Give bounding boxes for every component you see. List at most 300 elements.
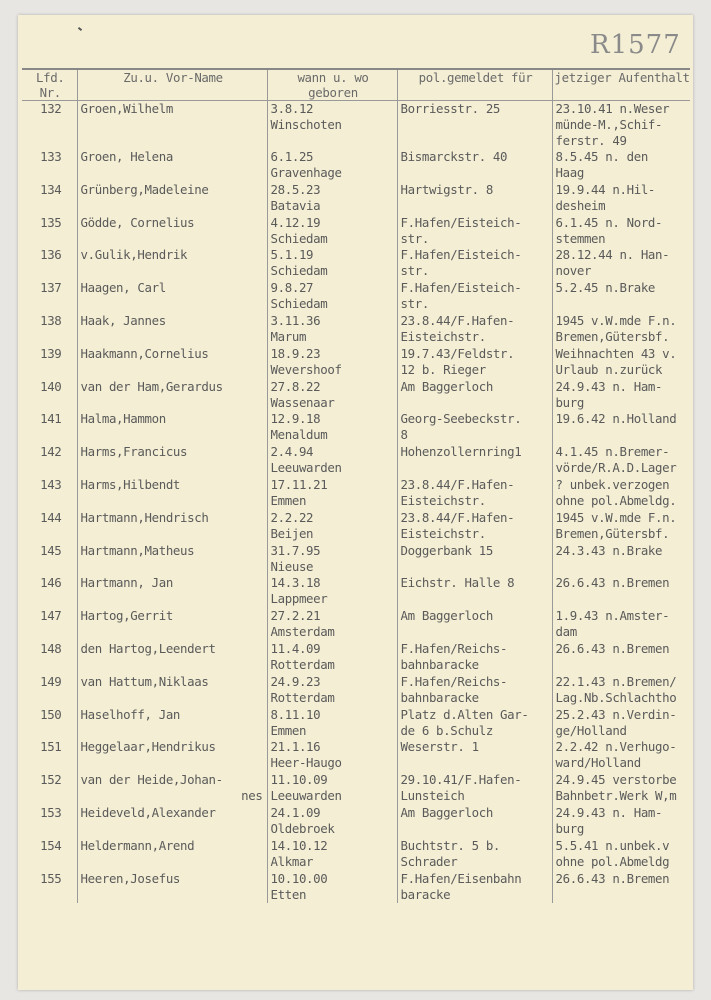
cell-pol-line: str.	[400, 263, 429, 279]
cell-nr	[22, 215, 77, 248]
cell-name-line: Hartmann,Hendrisch	[80, 509, 209, 525]
cell-stay-line: Weihnachten 43 v.	[555, 345, 677, 361]
cell-stay	[552, 772, 690, 805]
cell-stay-line: dam	[555, 624, 577, 640]
cell-pol	[397, 805, 552, 838]
table-row	[22, 707, 690, 740]
cell-stay-line: 24.9.45 verstorbe	[555, 772, 677, 788]
cell-pol	[397, 444, 552, 477]
cell-born-line: 3.8.12	[270, 101, 314, 116]
cell-pol	[397, 608, 552, 641]
table-row	[22, 346, 690, 379]
cell-born-line: Nieuse	[270, 558, 314, 574]
cell-nr-line: 153	[40, 804, 62, 820]
cell-born-line: Lappmeer	[270, 591, 328, 607]
cell-born-line: Oldebroek	[270, 820, 335, 836]
cell-stay	[552, 444, 690, 477]
cell-stay-line: 24.9.43 n. Ham-	[555, 378, 663, 394]
cell-nr	[22, 182, 77, 215]
cell-born-line: 8.11.10	[270, 706, 321, 722]
cell-nr-line: 147	[40, 608, 62, 624]
cell-stay	[552, 641, 690, 674]
cell-stay-line: Bremen,Gütersbf.	[555, 328, 670, 344]
cell-born	[267, 313, 397, 346]
cell-stay-line: vörde/R.A.D.Lager	[555, 460, 677, 476]
cell-nr	[22, 575, 77, 608]
cell-born-line: Alkmar	[270, 853, 314, 869]
cell-pol-line: Doggerbank 15	[400, 542, 493, 558]
cell-born-line: 12.9.18	[270, 411, 321, 427]
cell-name	[77, 101, 267, 150]
cell-pol-line: str.	[400, 296, 429, 312]
header-stay: jetziger Aufenthalt	[552, 69, 690, 101]
cell-name	[77, 182, 267, 215]
cell-stay-line: 26.6.43 n.Bremen	[555, 640, 670, 656]
cell-name-line: Groen, Helena	[80, 149, 173, 164]
cell-stay	[552, 101, 690, 150]
cell-name	[77, 149, 267, 182]
cell-born-line: Gravenhage	[270, 165, 342, 180]
table-row	[22, 772, 690, 805]
cell-born-line: 28.5.23	[270, 181, 321, 197]
cell-stay	[552, 182, 690, 215]
cell-stay-line: Haag	[555, 165, 584, 180]
cell-stay-line: 28.12.44 n. Han-	[555, 247, 670, 263]
cell-born-line: 6.1.25	[270, 149, 314, 164]
cell-born-line: 5.1.19	[270, 247, 314, 263]
header-pol: pol.gemeldet für	[397, 69, 552, 101]
cell-name	[77, 674, 267, 707]
cell-name	[77, 707, 267, 740]
cell-born	[267, 101, 397, 150]
cell-nr	[22, 608, 77, 641]
cell-nr-line: 154	[40, 837, 62, 853]
cell-pol-line: Eichstr. Halle 8	[400, 575, 515, 591]
cell-stay-line: Bahnbetr.Werk W,m	[555, 788, 677, 804]
cell-born-line: 31.7.95	[270, 542, 321, 558]
cell-pol-line: Hohenzollernring1	[400, 444, 522, 460]
cell-name	[77, 871, 267, 904]
cell-name	[77, 247, 267, 280]
cell-born-line: Rotterdam	[270, 656, 335, 672]
cell-born-line: 10.10.00	[270, 870, 328, 886]
cell-pol	[397, 101, 552, 150]
cell-nr-line: 137	[40, 280, 62, 296]
table-row	[22, 510, 690, 543]
cell-name-line: Gödde, Cornelius	[80, 214, 195, 230]
cell-pol-line: Georg-Seebeckstr.	[400, 411, 522, 427]
cell-pol-line: Am Baggerloch	[400, 804, 493, 820]
cell-name-line: Harms,Hilbendt	[80, 476, 181, 492]
cell-stay-line: 24.9.43 n. Ham-	[555, 804, 663, 820]
cell-born-line: Leeuwarden	[270, 460, 342, 476]
cell-stay	[552, 871, 690, 904]
cell-born-line: 3.11.36	[270, 312, 321, 328]
cell-pol	[397, 182, 552, 215]
cell-born-line: Emmen	[270, 492, 307, 508]
cell-born	[267, 215, 397, 248]
cell-born-line: 11.10.09	[270, 772, 328, 788]
cell-born-line: Leeuwarden	[270, 788, 342, 804]
cell-pol	[397, 149, 552, 182]
cell-stay-line: desheim	[555, 197, 606, 213]
cell-nr-line: 149	[40, 673, 62, 689]
cell-name-line: van der Heide,Johan-	[80, 772, 223, 788]
cell-nr	[22, 346, 77, 379]
cell-born	[267, 707, 397, 740]
cell-stay-line: Bremen,Gütersbf.	[555, 525, 670, 541]
cell-born-line: 27.2.21	[270, 608, 321, 624]
header-born: wann u. wo geboren	[267, 69, 397, 101]
cell-pol-line: F.Hafen/Eisteich-	[400, 214, 522, 230]
cell-stay-line: münde-M.,Schif-	[555, 117, 663, 132]
cell-nr-line: 138	[40, 312, 62, 328]
table-row	[22, 101, 690, 150]
cell-stay	[552, 379, 690, 412]
cell-nr	[22, 739, 77, 772]
cell-stay	[552, 608, 690, 641]
cell-name	[77, 280, 267, 313]
cell-born-line: Wassenaar	[270, 394, 335, 410]
cell-born	[267, 543, 397, 576]
cell-born	[267, 346, 397, 379]
cell-name	[77, 379, 267, 412]
cell-stay-line: 2.2.42 n.Verhugo-	[555, 739, 677, 755]
cell-born	[267, 641, 397, 674]
cell-born	[267, 510, 397, 543]
cell-stay-line: 19.6.42 n.Holland	[555, 411, 677, 427]
cell-pol-line: baracke	[400, 886, 451, 902]
cell-pol-line: 29.10.41/F.Hafen-	[400, 772, 522, 788]
cell-born-line: 2.2.22	[270, 509, 314, 525]
cell-born	[267, 805, 397, 838]
cell-pol	[397, 838, 552, 871]
cell-born-line: Batavia	[270, 197, 321, 213]
header-nr: Lfd. Nr.	[22, 69, 77, 101]
cell-nr	[22, 543, 77, 576]
cell-pol	[397, 739, 552, 772]
header-name: Zu.u. Vor-Name	[77, 69, 267, 101]
cell-stay-line: nover	[555, 263, 592, 279]
table-row	[22, 215, 690, 248]
header-row	[22, 69, 690, 101]
cell-nr-line: 152	[40, 772, 62, 788]
cell-nr-line: 155	[40, 870, 62, 886]
cell-name	[77, 411, 267, 444]
table-row	[22, 411, 690, 444]
table-row	[22, 838, 690, 871]
cell-name	[77, 805, 267, 838]
cell-name	[77, 543, 267, 576]
archive-reference: R1577	[590, 30, 681, 60]
cell-stay-line: 24.3.43 n.Brake	[555, 542, 663, 558]
cell-name-line: Hartmann,Matheus	[80, 542, 195, 558]
cell-pol-line: F.Hafen/Eisteich-	[400, 280, 522, 296]
cell-born-line: Schiedam	[270, 296, 328, 312]
cell-nr	[22, 379, 77, 412]
cell-born-line: Emmen	[270, 722, 307, 738]
cell-name	[77, 838, 267, 871]
cell-stay-line: 26.6.43 n.Bremen	[555, 575, 670, 591]
cell-born-line: Schiedam	[270, 230, 328, 246]
cell-pol	[397, 379, 552, 412]
cell-born-line: Heer-Haugo	[270, 755, 342, 771]
cell-nr-line: 142	[40, 444, 62, 460]
cell-name-line: Hartmann, Jan	[80, 575, 173, 591]
cell-pol-line: Eisteichstr.	[400, 492, 486, 508]
cell-name-line: Hartog,Gerrit	[80, 608, 173, 624]
cell-name	[77, 575, 267, 608]
cell-born	[267, 182, 397, 215]
cell-nr	[22, 772, 77, 805]
cell-stay	[552, 510, 690, 543]
cell-pol	[397, 641, 552, 674]
cell-name	[77, 641, 267, 674]
cell-born-line: 11.4.09	[270, 640, 321, 656]
cell-stay-line: Lag.Nb.Schlachtho	[555, 689, 677, 705]
cell-pol-line: Schrader	[400, 853, 458, 869]
cell-name-line: Haak, Jannes	[80, 312, 166, 328]
cell-pol	[397, 247, 552, 280]
cell-nr-line: 141	[40, 411, 62, 427]
cell-stay-line: 1945 v.W.mde F.n.	[555, 312, 677, 328]
cell-stay-line: ohne pol.Abmeldg.	[555, 492, 677, 508]
cell-stay-line: Urlaub n.zurück	[555, 361, 663, 377]
cell-nr-line: 139	[40, 345, 62, 361]
cell-pol	[397, 707, 552, 740]
cell-pol-line: 8	[400, 427, 408, 443]
cell-nr	[22, 871, 77, 904]
cell-stay-line: ohne pol.Abmeldg	[555, 853, 670, 869]
cell-name-line: Haakmann,Cornelius	[80, 345, 209, 361]
cell-stay-line: ferstr. 49	[555, 133, 627, 148]
cell-born-line: Amsterdam	[270, 624, 335, 640]
cell-name-line: v.Gulik,Hendrik	[80, 247, 188, 263]
cell-nr-line: 146	[40, 575, 62, 591]
cell-pol	[397, 575, 552, 608]
cell-pol-line: 23.8.44/F.Hafen-	[400, 509, 515, 525]
cell-pol	[397, 215, 552, 248]
cell-nr	[22, 313, 77, 346]
cell-name	[77, 313, 267, 346]
cell-stay-line: 1.9.43 n.Amster-	[555, 608, 670, 624]
cell-born-line: Etten	[270, 886, 307, 902]
cell-stay	[552, 543, 690, 576]
cell-name-line: Groen,Wilhelm	[80, 101, 173, 116]
table-row	[22, 477, 690, 510]
cell-born-line: Marum	[270, 328, 307, 344]
cell-stay	[552, 149, 690, 182]
cell-born-line: 24.1.09	[270, 804, 321, 820]
cell-born-line: Menaldum	[270, 427, 328, 443]
table-row	[22, 247, 690, 280]
cell-name-line: Haagen, Carl	[80, 280, 166, 296]
cell-pol	[397, 510, 552, 543]
cell-name-line: Halma,Hammon	[80, 411, 166, 427]
cell-name-line: Heideveld,Alexander	[80, 804, 216, 820]
cell-pol-line: F.Hafen/Reichs-	[400, 673, 508, 689]
cell-pol	[397, 411, 552, 444]
table-row	[22, 313, 690, 346]
cell-stay-line: 19.9.44 n.Hil-	[555, 181, 656, 197]
cell-stay-line: 23.10.41 n.Weser	[555, 101, 670, 116]
cell-stay-line: 8.5.45 n. den	[555, 149, 648, 164]
cell-stay-line: burg	[555, 394, 584, 410]
cell-name-line: Grünberg,Madeleine	[80, 181, 209, 197]
cell-pol	[397, 280, 552, 313]
cell-nr-line: 144	[40, 509, 62, 525]
table-row	[22, 641, 690, 674]
cell-stay	[552, 805, 690, 838]
cell-nr	[22, 510, 77, 543]
cell-born	[267, 739, 397, 772]
cell-born-line: 21.1.16	[270, 739, 321, 755]
register-table	[22, 68, 690, 903]
table-row	[22, 280, 690, 313]
cell-nr-line: 145	[40, 542, 62, 558]
cell-stay	[552, 346, 690, 379]
cell-nr-line: 134	[40, 181, 62, 197]
cell-nr	[22, 411, 77, 444]
cell-name-line: Heldermann,Arend	[80, 837, 195, 853]
cell-pol-line: Bismarckstr. 40	[400, 149, 508, 164]
cell-stay	[552, 313, 690, 346]
cell-born	[267, 379, 397, 412]
cell-nr-line: 136	[40, 247, 62, 263]
cell-nr-line: 150	[40, 706, 62, 722]
cell-born	[267, 149, 397, 182]
cell-pol	[397, 477, 552, 510]
cell-born-line: 9.8.27	[270, 280, 314, 296]
cell-nr	[22, 805, 77, 838]
cell-stay-line: 22.1.43 n.Bremen/	[555, 673, 677, 689]
cell-pol-line: F.Hafen/Reichs-	[400, 640, 508, 656]
cell-name-line: nes	[241, 788, 263, 804]
cell-nr	[22, 641, 77, 674]
cell-pol-line: Hartwigstr. 8	[400, 181, 493, 197]
cell-born-line: Schiedam	[270, 263, 328, 279]
cell-born-line: 27.8.22	[270, 378, 321, 394]
cell-name-line: Heggelaar,Hendrikus	[80, 739, 216, 755]
cell-born	[267, 674, 397, 707]
cell-pol-line: F.Hafen/Eisenbahn	[400, 870, 522, 886]
table-row	[22, 608, 690, 641]
cell-pol-line: Am Baggerloch	[400, 378, 493, 394]
cell-name	[77, 510, 267, 543]
cell-stay	[552, 411, 690, 444]
cell-stay-line: 5.5.41 n.unbek.v	[555, 837, 670, 853]
cell-pol-line: str.	[400, 230, 429, 246]
cell-pol	[397, 772, 552, 805]
cell-born-line: Rotterdam	[270, 689, 335, 705]
cell-born-line: 18.9.23	[270, 345, 321, 361]
cell-pol-line: de 6 b.Schulz	[400, 722, 493, 738]
cell-stay-line: ? unbek.verzogen	[555, 476, 670, 492]
cell-pol-line: bahnbaracke	[400, 656, 479, 672]
cell-stay	[552, 739, 690, 772]
cell-pol-line: 23.8.44/F.Hafen-	[400, 476, 515, 492]
cell-pol-line: Eisteichstr.	[400, 328, 486, 344]
cell-nr	[22, 674, 77, 707]
cell-born	[267, 411, 397, 444]
cell-stay-line: ward/Holland	[555, 755, 641, 771]
cell-stay-line: ge/Holland	[555, 722, 627, 738]
cell-born-line: 14.10.12	[270, 837, 328, 853]
cell-nr-line: 151	[40, 739, 62, 755]
cell-name-line: van der Ham,Gerardus	[80, 378, 223, 394]
cell-pol	[397, 313, 552, 346]
cell-stay-line: 4.1.45 n.Bremer-	[555, 444, 670, 460]
table-row	[22, 575, 690, 608]
cell-stay	[552, 477, 690, 510]
cell-born-line: Beijen	[270, 525, 314, 541]
cell-nr	[22, 444, 77, 477]
cell-stay-line: stemmen	[555, 230, 606, 246]
cell-nr	[22, 247, 77, 280]
cell-born	[267, 575, 397, 608]
table-row	[22, 444, 690, 477]
table-row	[22, 543, 690, 576]
cell-born-line: Wevershoof	[270, 361, 342, 377]
cell-nr	[22, 707, 77, 740]
cell-stay-line: burg	[555, 820, 584, 836]
cell-name	[77, 608, 267, 641]
cell-born	[267, 444, 397, 477]
cell-pol-line: Borriesstr. 25	[400, 101, 501, 116]
cell-born	[267, 608, 397, 641]
cell-born-line: Winschoten	[270, 117, 342, 132]
register-rows	[22, 101, 690, 904]
cell-born-line: 2.4.94	[270, 444, 314, 460]
cell-nr-line: 140	[40, 378, 62, 394]
cell-pol-line: 23.8.44/F.Hafen-	[400, 312, 515, 328]
cell-pol-line: Lunsteich	[400, 788, 465, 804]
cell-nr-line: 132	[40, 101, 62, 116]
cell-born-line: 17.11.21	[270, 476, 328, 492]
cell-nr-line: 143	[40, 476, 62, 492]
cell-stay-line: 25.2.43 n.Verdin-	[555, 706, 677, 722]
cell-born	[267, 871, 397, 904]
cell-name	[77, 772, 267, 805]
table-row	[22, 182, 690, 215]
cell-nr	[22, 838, 77, 871]
cell-born	[267, 477, 397, 510]
cell-stay	[552, 247, 690, 280]
cell-nr	[22, 280, 77, 313]
table-row	[22, 674, 690, 707]
cell-nr-line: 133	[40, 149, 62, 164]
cell-pol-line: 19.7.43/Feldstr.	[400, 345, 515, 361]
cell-stay-line: 26.6.43 n.Bremen	[555, 870, 670, 886]
cell-born-line: 14.3.18	[270, 575, 321, 591]
cell-born-line: 4.12.19	[270, 214, 321, 230]
cell-name-line: Heeren,Josefus	[80, 870, 181, 886]
cell-name-line: Harms,Francicus	[80, 444, 188, 460]
cell-nr-line: 148	[40, 640, 62, 656]
cell-pol-line: Eisteichstr.	[400, 525, 486, 541]
cell-pol-line: Am Baggerloch	[400, 608, 493, 624]
cell-pol	[397, 871, 552, 904]
cell-pol-line: 12 b. Rieger	[400, 361, 486, 377]
cell-name-line: den Hartog,Leendert	[80, 640, 216, 656]
cell-stay-line: 6.1.45 n. Nord-	[555, 214, 663, 230]
cell-name	[77, 346, 267, 379]
cell-pol-line: F.Hafen/Eisteich-	[400, 247, 522, 263]
cell-stay	[552, 575, 690, 608]
table-row	[22, 739, 690, 772]
cell-name	[77, 477, 267, 510]
cell-stay	[552, 280, 690, 313]
